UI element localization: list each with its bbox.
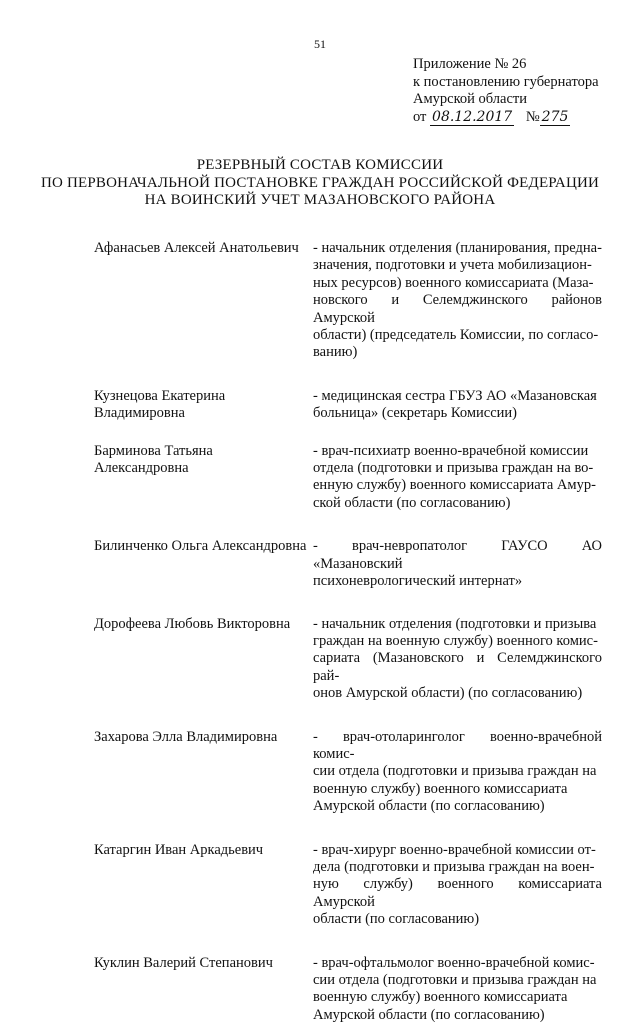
member-role-line: дела (подготовки и призыва граждан на воен- [313,858,595,875]
member-role-line: значения, подготовки и учета мобилизацион- [313,257,592,274]
title-line-2: ПО ПЕРВОНАЧАЛЬНОЙ ПОСТАНОВКЕ ГРАЖДАН РОССИЙСКОЙ ФЕДЕРАЦИИ [40,174,600,191]
member-role-line: - врач-офтальмолог военно-врачебной комис- [313,954,595,971]
member-role-line: Амурской области (по согласованию) [313,1006,545,1023]
member-role-line: - начальник отделения (планирования, предна- [313,240,602,256]
member-role [313,443,602,513]
page-number: 51 [314,37,326,51]
member-name-line: Билинченко Ольга Александровна [94,538,307,555]
member-role-line: ванию) [313,344,358,361]
member-role-line: отдела (подготовки и призыва граждан на во- [313,460,594,477]
member-role-line: сариата (Мазановского и Селемджинского рай- [313,650,602,684]
member-role-line: области) (председатель Комиссии, по согласо- [313,327,599,344]
member-role-line: - врач-психиатр военно-врачебной комиссии [313,442,589,459]
member-name [94,443,313,478]
member-role-line: - начальник отделения (подготовки и призыва [313,615,597,632]
member-role-line: граждан на военную службу) военного комис- [313,632,598,649]
member-role [313,842,602,929]
member-role [313,729,602,816]
member-role-line: - врач-невропатолог ГАУСО АО «Мазановский [313,538,602,572]
member-row [94,240,602,362]
member-role-line: - медицинская сестра ГБУЗ АО «Мазановская [313,387,597,404]
member-row [94,443,602,513]
member-row [94,538,602,590]
number-prefix: № [525,108,540,125]
member-role-line: военную службу) военного комиссариата [313,780,568,797]
member-role [313,955,602,1024]
member-role-line: области (по согласованию) [313,911,480,928]
member-role-line: военную службу) военного комиссариата [313,989,568,1006]
title-line-1: РЕЗЕРВНЫЙ СОСТАВ КОМИССИИ [196,157,444,173]
member-name-line: Афанасьев Алексей Анатольевич [94,240,299,256]
member-role-line: ных ресурсов) военного комиссариата (Маза- [313,274,594,291]
member-role [313,240,602,362]
member-name-line: Александровна [94,460,189,477]
appendix-block [413,56,599,126]
member-role-line: Амурской области (по согласованию) [313,798,545,815]
member-name [94,538,313,555]
member-role-line: психоневрологический интернат» [313,573,523,590]
member-name-line: Захарова Элла Владимировна [94,728,278,745]
member-name-line: Барминова Татьяна [94,442,213,459]
title-line-3: НА ВОИНСКИЙ УЧЕТ МАЗАНОВСКОГО РАЙОНА [144,192,496,208]
member-role-line: онов Амурской области) (по согласованию) [313,685,583,702]
member-row [94,616,602,703]
member-name-line: Владимировна [94,405,185,422]
members-list [94,240,602,1024]
appendix-decree: к постановлению губернатора [413,73,599,90]
member-role-line: сии отдела (подготовки и призыва граждан на [313,972,597,988]
member-name [94,240,313,257]
member-role-line: - врач-хирург военно-врачебной комиссии от- [313,841,596,858]
member-row [94,842,602,929]
member-role-line: - врач-отоларинголог военно-врачебной комис- [313,728,602,762]
member-name-line: Дорофеева Любовь Викторовна [94,615,291,632]
member-row [94,729,602,816]
member-name [94,955,313,972]
member-role-line: ской области (по согласованию) [313,494,511,511]
member-role [313,388,602,423]
member-role-line: енную службу) военного комиссариата Амур- [313,477,596,494]
member-role-line: ную службу) военного комиссариата Амурской [313,876,602,910]
member-role-line: новского и Селемджинского районов Амурской [313,292,602,326]
member-role-line: больница» (секретарь Комиссии) [313,405,517,422]
appendix-date-line [413,109,599,127]
member-name [94,729,313,746]
member-role [313,538,602,590]
appendix-region: Амурской области [413,91,527,107]
member-name-line: Кузнецова Екатерина [94,387,226,404]
member-role-line: сии отдела (подготовки и призыва граждан на [313,763,597,780]
member-name-line: Куклин Валерий Степанович [94,954,273,971]
member-row [94,388,602,423]
handwritten-number: 275 [541,108,569,125]
member-name [94,388,313,423]
member-name [94,842,313,859]
appendix-number: Приложение № 26 [413,56,527,72]
member-name [94,616,313,633]
member-role [313,616,602,703]
member-row [94,955,602,1024]
member-name-line: Катаргин Иван Аркадьевич [94,841,264,858]
handwritten-date: 08.12.2017 [432,108,513,125]
document-title [0,157,640,210]
date-prefix: от [413,108,427,125]
